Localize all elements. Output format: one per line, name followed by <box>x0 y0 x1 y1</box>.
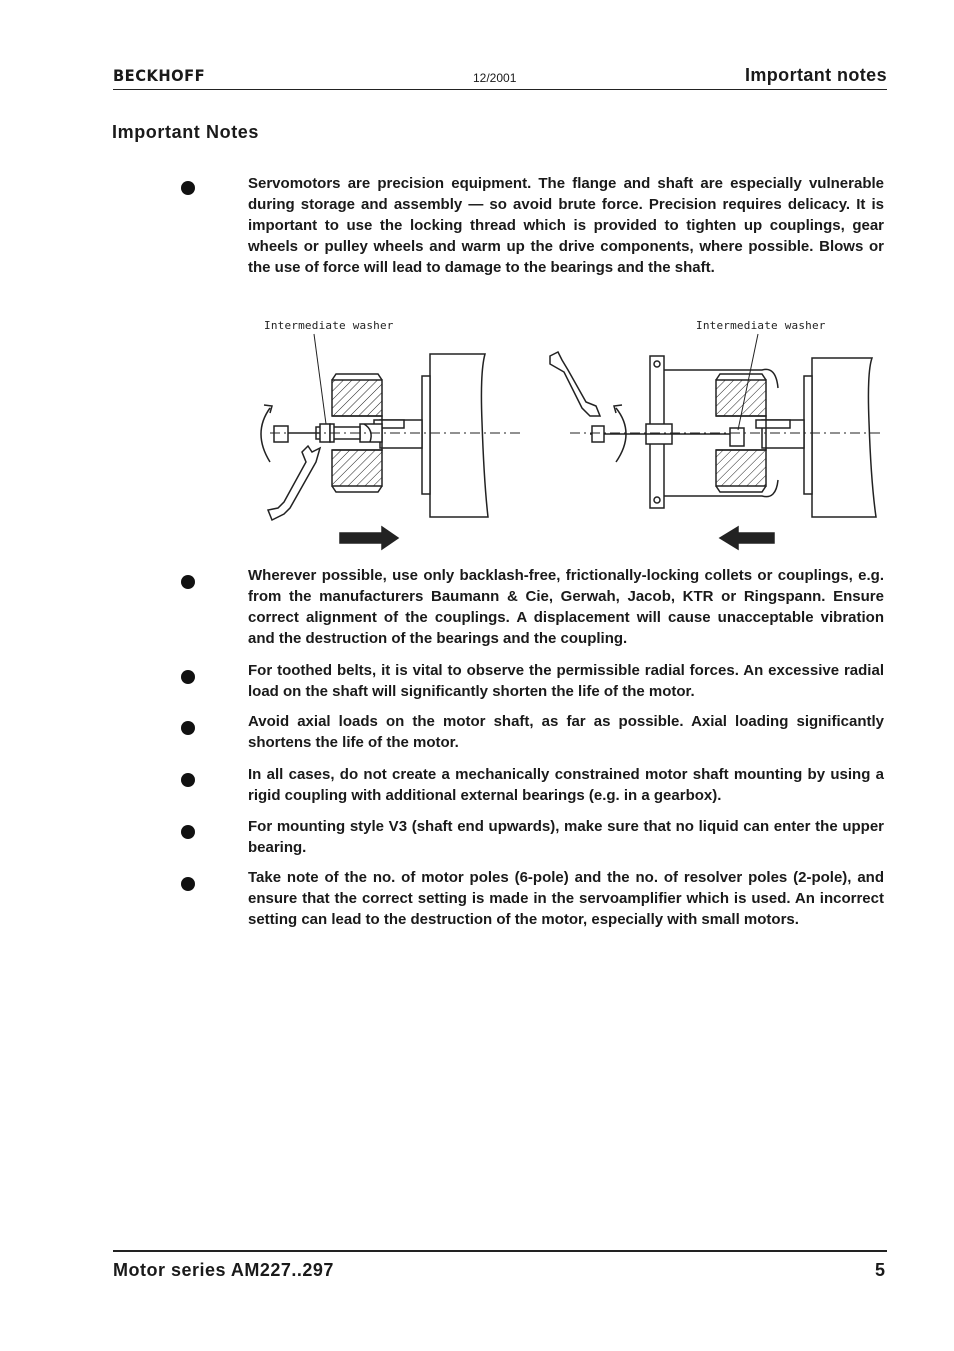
note-item: Take note of the no. of motor poles (6-pole) and the no. of resolver poles (2-pole), and ensure that the correct setting is made in the servoamplifier which is used. An incorrect setting can lead to the destruction of the motor, especially with small motors. <box>248 869 884 928</box>
page-header <box>113 64 887 90</box>
note-item: Wherever possible, use only backlash-free, frictionally-locking collets or couplings, e.g. from the manufacturers Baumann & Cie, Gerwah, Jacob, KTR or Ringspann. Ensure correct alignment of the couplings. A displacement will cause unacceptable vibration and the destruction of the bearings and the coupling. <box>248 567 884 647</box>
note-item: Servomotors are precision equipment. The flange and shaft are especially vulnerable during storage and assembly — so avoid brute force. Precision requires delicacy. It is important to use the locking thread which is provided to tighten up couplings, gear wheels or pulley wheels and warm up the drive components, where possible. Blows or the use of force will lead to damage to the bearings and the shaft. <box>248 175 884 276</box>
note-item: For toothed belts, it is vital to observe the permissible radial forces. An excessive radial load on the shaft will significantly shorten the life of the motor. <box>248 662 884 700</box>
page-number: 5 <box>874 1260 885 1280</box>
note-item: Avoid axial loads on the motor shaft, as far as possible. Axial loading significantly shortens the life of the motor. <box>248 713 884 751</box>
bullet-icon <box>181 181 195 195</box>
mounting-diagram <box>250 312 890 552</box>
bullet-icon <box>181 575 195 589</box>
header-section-title: Important notes <box>744 65 887 85</box>
brand-logo: BECKHOFF <box>113 66 206 85</box>
note-item: For mounting style V3 (shaft end upwards), make sure that no liquid can enter the upper bearing. <box>248 818 884 856</box>
footer-title: Motor series AM227..297 <box>113 1260 334 1280</box>
note-item: In all cases, do not create a mechanically constrained motor shaft mounting by using a rigid coupling with additional external bearings (e.g. in a gearbox). <box>248 766 884 804</box>
diagram-drawing <box>250 312 890 552</box>
bullet-icon <box>181 877 195 891</box>
bullet-icon <box>181 721 195 735</box>
header-date: 12/2001 <box>473 71 517 85</box>
figure-label-left: Intermediate washer <box>264 319 394 332</box>
page-footer <box>113 1250 887 1282</box>
bullet-icon <box>181 670 195 684</box>
bullet-icon <box>181 825 195 839</box>
figure-label-right: Intermediate washer <box>696 319 826 332</box>
bullet-icon <box>181 773 195 787</box>
page-title: Important Notes <box>112 122 260 142</box>
